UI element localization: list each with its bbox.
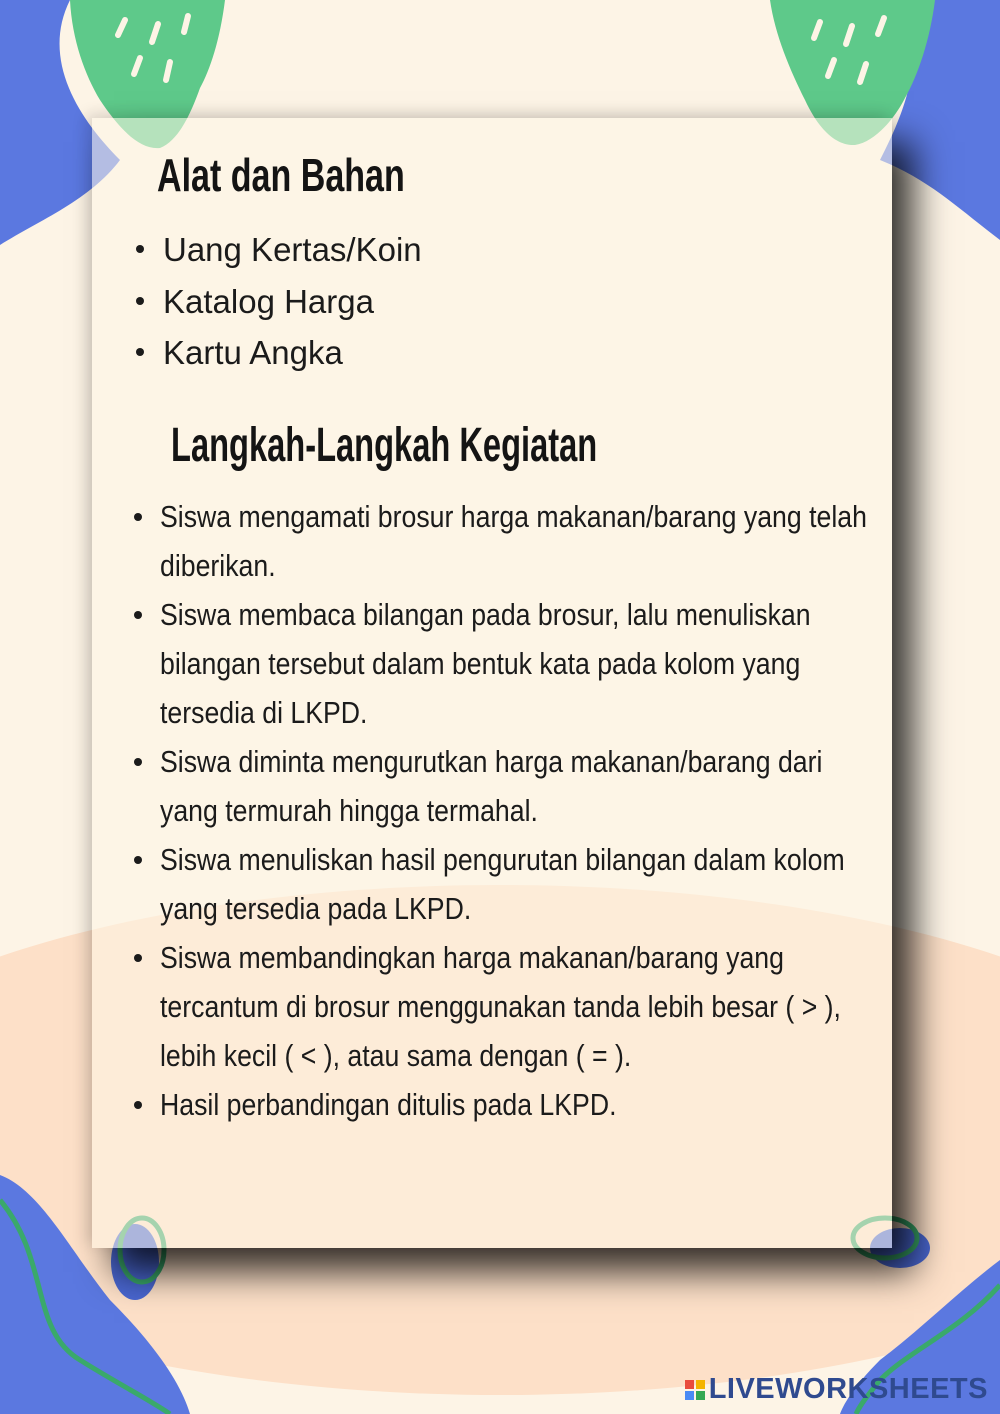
steps-list <box>160 492 888 1129</box>
list-item <box>160 1080 888 1129</box>
list-item <box>160 492 888 590</box>
list-item <box>160 933 888 1080</box>
list-item: Katalog Harga <box>163 276 863 328</box>
list-item <box>160 737 888 835</box>
list-item <box>160 835 888 933</box>
tools-title: Alat dan Bahan <box>157 149 405 201</box>
list-item: Uang Kertas/Koin <box>163 224 863 276</box>
steps-title: Langkah-Langkah Kegiatan <box>171 419 598 472</box>
liveworksheets-logo-icon <box>685 1380 705 1400</box>
step-text: Siswa diminta mengurutkan harga makanan/barang dari yang termurah hingga termahal. <box>160 744 823 828</box>
list-item: Kartu Angka <box>163 327 863 379</box>
step-text: Siswa membaca bilangan pada brosur, lalu menuliskan bilangan tersebut dalam bentuk kata pada kolom yang tersedia di LKPD. <box>160 597 811 730</box>
step-text: Siswa mengamati brosur harga makanan/barang yang telah diberikan. <box>160 499 867 583</box>
list-item <box>160 590 888 737</box>
watermark-text: LIVEWORKSHEETS <box>708 1373 988 1405</box>
step-text: Siswa membandingkan harga makanan/barang yang tercantum di brosur menggunakan tanda lebih besar ( > ), lebih kecil ( < ), atau sama dengan ( = ). <box>160 940 841 1073</box>
tools-list <box>163 224 863 379</box>
step-text: Siswa menuliskan hasil pengurutan bilangan dalam kolom yang tersedia pada LKPD. <box>160 842 845 926</box>
step-text: Hasil perbandingan ditulis pada LKPD. <box>160 1087 617 1122</box>
watermark <box>685 1373 988 1406</box>
